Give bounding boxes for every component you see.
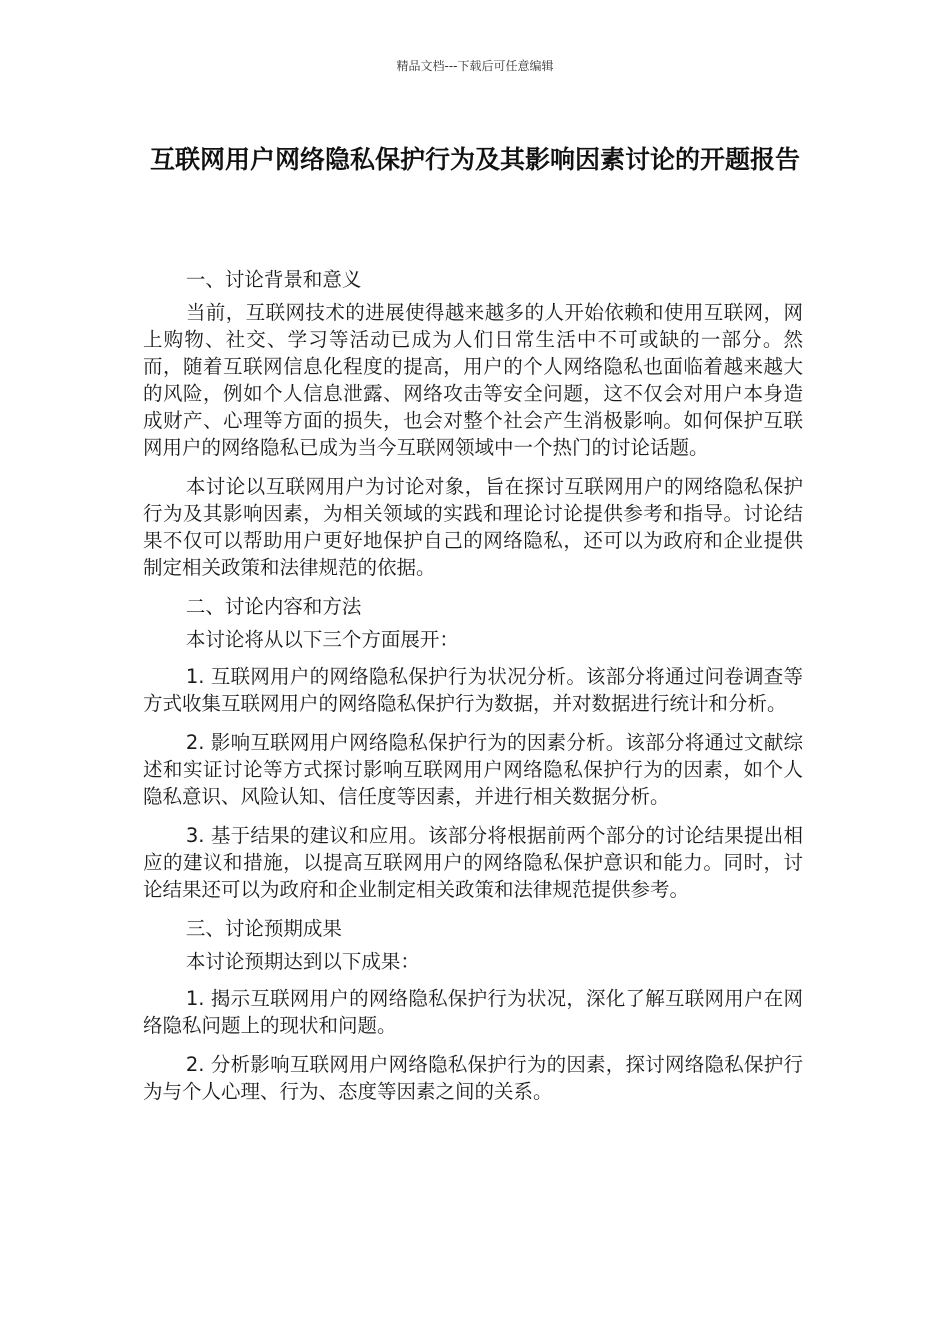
list-item: 3. 基于结果的建议和应用。该部分将根据前两个部分的讨论结果提出相应的建议和措施，以提高互联网用户的网络隐私保护意识和能力。同时，讨论结果还可以为政府和企业制定相关政策和法律规范提供参考。 xyxy=(143,824,803,901)
list-item: 2. 影响互联网用户网络隐私保护行为的因素分析。该部分将通过文献综述和实证讨论等方式探讨影响互联网用户网络隐私保护行为的因素，如个人隐私意识、风险认知、信任度等因素，并进行相关数据分析。 xyxy=(143,731,803,808)
document-title: 互联网用户网络隐私保护行为及其影响因素讨论的开题报告 xyxy=(149,145,800,174)
section-heading: 一、讨论背景和意义 xyxy=(185,268,362,291)
list-item: 1. 互联网用户的网络隐私保护行为状况分析。该部分将通过问卷调查等方式收集互联网用户的网络隐私保护行为数据，并对数据进行统计和分析。 xyxy=(143,665,803,715)
list-item: 2. 分析影响互联网用户网络隐私保护行为的因素，探讨网络隐私保护行为与个人心理、行为、态度等因素之间的关系。 xyxy=(143,1053,803,1103)
body-paragraph: 当前，互联网技术的进展使得越来越多的人开始依赖和使用互联网，网上购物、社交、学习等活动已成为人们日常生活中不可或缺的一部分。然而，随着互联网信息化程度的提高，用户的个人网络隐私也面临着越来越大的风险，例如个人信息泄露、网络攻击等安全问题，这不仅会对用户本身造成财产、心理等方面的损失，也会对整个社会产生消极影响。如何保护互联网用户的网络隐私已成为当今互联网领域中一个热门的讨论话题。 xyxy=(143,301,803,459)
section-intro: 本讨论预期达到以下成果： xyxy=(185,950,420,973)
header-note: 精品文档---下载后可任意编辑 xyxy=(396,59,554,73)
section-heading: 三、讨论预期成果 xyxy=(185,917,342,940)
section-heading: 二、讨论内容和方法 xyxy=(185,595,362,618)
section-intro: 本讨论将从以下三个方面展开： xyxy=(185,628,459,651)
document-body xyxy=(143,266,803,1117)
list-item: 1. 揭示互联网用户的网络隐私保护行为状况，深化了解互联网用户在网络隐私问题上的现状和问题。 xyxy=(143,987,803,1037)
body-paragraph: 本讨论以互联网用户为讨论对象，旨在探讨互联网用户的网络隐私保护行为及其影响因素，为相关领域的实践和理论讨论提供参考和指导。讨论结果不仅可以帮助用户更好地保护自己的网络隐私，还可以为政府和企业提供制定相关政策和法律规范的依据。 xyxy=(143,475,803,579)
